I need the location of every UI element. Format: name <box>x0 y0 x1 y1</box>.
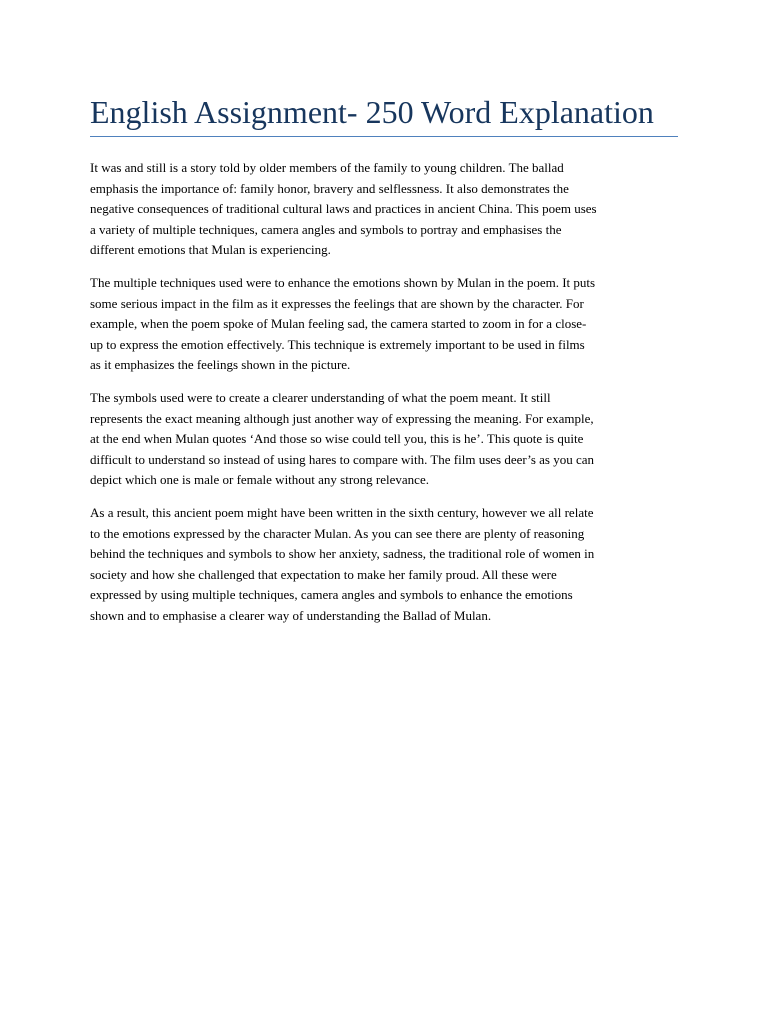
paragraph-line: represents the exact meaning although just another way of expressing the meaning. For example, <box>90 410 594 426</box>
paragraph-line: at the end when Mulan quotes ‘And those so wise could tell you, this is he’. This quote is quite <box>90 431 584 447</box>
paragraph-4 <box>90 503 678 627</box>
title-underline-rule <box>90 136 678 137</box>
paragraph-line: emphasis the importance of: family honor, bravery and selflessness. It also demonstrates the <box>90 180 569 196</box>
paragraph-line: expressed by using multiple techniques, camera angles and symbols to enhance the emotions <box>90 587 573 603</box>
paragraph-2 <box>90 273 678 376</box>
paragraph-line: shown and to emphasise a clearer way of understanding the Ballad of Mulan. <box>90 607 492 623</box>
paragraph-line: depict which one is male or female without any strong relevance. <box>90 472 429 488</box>
paragraph-line: The symbols used were to create a clearer understanding of what the poem meant. It still <box>90 389 551 405</box>
paragraph-line: society and how she challenged that expectation to make her family proud. All these were <box>90 566 557 582</box>
paragraph-line: some serious impact in the film as it expresses the feelings that are shown by the character. For <box>90 295 584 311</box>
paragraph-line: difficult to understand so instead of using hares to compare with. The film uses deer’s as you can <box>90 451 594 467</box>
paragraph-line: As a result, this ancient poem might have been written in the sixth century, however we all relate <box>90 504 594 520</box>
paragraph-line: The multiple techniques used were to enhance the emotions shown by Mulan in the poem. It puts <box>90 274 596 290</box>
paragraph-line: a variety of multiple techniques, camera angles and symbols to portray and emphasises the <box>90 221 562 237</box>
document-title: English Assignment- 250 Word Explanation <box>90 94 654 130</box>
paragraph-line: example, when the poem spoke of Mulan feeling sad, the camera started to zoom in for a close- <box>90 316 587 332</box>
paragraph-line: up to express the emotion effectively. This technique is extremely important to be used in films <box>90 336 585 352</box>
paragraph-line: It was and still is a story told by older members of the family to young children. The ballad <box>90 160 564 175</box>
paragraph-line: to the emotions expressed by the character Mulan. As you can see there are plenty of reasoning <box>90 525 585 541</box>
paragraph-line: different emotions that Mulan is experiencing. <box>90 242 331 258</box>
paragraph-line: negative consequences of traditional cultural laws and practices in ancient China. This poem uses <box>90 201 597 217</box>
paragraph-line: behind the techniques and symbols to show her anxiety, sadness, the traditional role of women in <box>90 546 595 562</box>
document-body <box>90 158 678 638</box>
paragraph-line: as it emphasizes the feelings shown in the picture. <box>90 357 351 373</box>
paragraph-1 <box>90 158 678 261</box>
paragraph-3 <box>90 388 678 491</box>
